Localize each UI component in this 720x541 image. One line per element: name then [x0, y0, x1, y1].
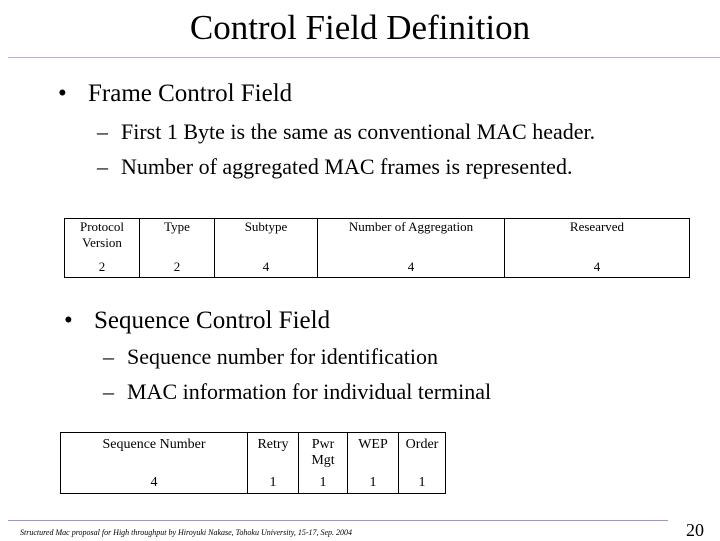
sub-bullet-first-byte	[97, 119, 595, 145]
header-subtype: Subtype	[215, 219, 318, 260]
header-protocol-version: Protocol Version	[65, 219, 140, 260]
value-number-of-aggregation: 4	[318, 259, 505, 278]
dash-icon: –	[97, 154, 108, 179]
sub-bullet-mac-information	[103, 379, 491, 405]
bullet-frame-control	[58, 80, 292, 108]
value-pwr-mgt: 1	[299, 475, 348, 494]
value-wep: 1	[348, 475, 399, 494]
sub-bullet-text: Sequence number for identification	[127, 344, 438, 369]
sub-bullet-text: MAC information for individual terminal	[127, 379, 492, 404]
header-order: Order	[405, 437, 439, 452]
bullet-text: Frame Control Field	[88, 80, 293, 107]
value-retry: 1	[248, 475, 299, 494]
sub-bullet-text: Number of aggregated MAC frames is represented.	[121, 154, 573, 179]
slide-title: Control Field Definition	[189, 8, 531, 47]
title-divider	[8, 57, 720, 58]
header-sequence-number: Sequence Number	[61, 433, 248, 476]
header-wep: WEP	[348, 433, 399, 476]
header-researved: Researved	[569, 219, 625, 234]
sub-bullet-sequence-number	[103, 344, 438, 370]
footer-divider	[8, 520, 668, 521]
bullet-dot-icon: •	[58, 80, 67, 107]
value-sequence-number: 4	[61, 475, 248, 494]
value-subtype: 4	[215, 259, 318, 278]
sequence-control-table	[60, 432, 446, 494]
frame-control-table	[64, 218, 690, 278]
header-number-of-aggregation: Number of Aggregation	[318, 219, 505, 260]
header-retry: Retry	[248, 433, 299, 476]
bullet-text: Sequence Control Field	[94, 307, 331, 334]
bullet-dot-icon: •	[64, 307, 73, 334]
dash-icon: –	[97, 119, 108, 144]
bullet-sequence-control	[64, 307, 330, 335]
value-type: 2	[140, 259, 215, 278]
dash-icon: –	[103, 344, 114, 369]
header-pwr-mgt: Pwr Mgt	[299, 433, 348, 476]
value-order: 1	[418, 475, 426, 490]
footer-citation: Structured Mac proposal for High throughput by Hiroyuki Nakase, Tohoku University, 15-17, Sep. 2004	[20, 528, 353, 537]
header-type: Type	[140, 219, 215, 260]
page-number: 20	[686, 520, 704, 540]
sub-bullet-text: First 1 Byte is the same as conventional MAC header.	[121, 119, 596, 144]
sub-bullet-aggregated	[97, 154, 572, 180]
value-researved: 4	[593, 259, 601, 274]
value-protocol-version: 2	[65, 259, 140, 278]
dash-icon: –	[103, 379, 114, 404]
